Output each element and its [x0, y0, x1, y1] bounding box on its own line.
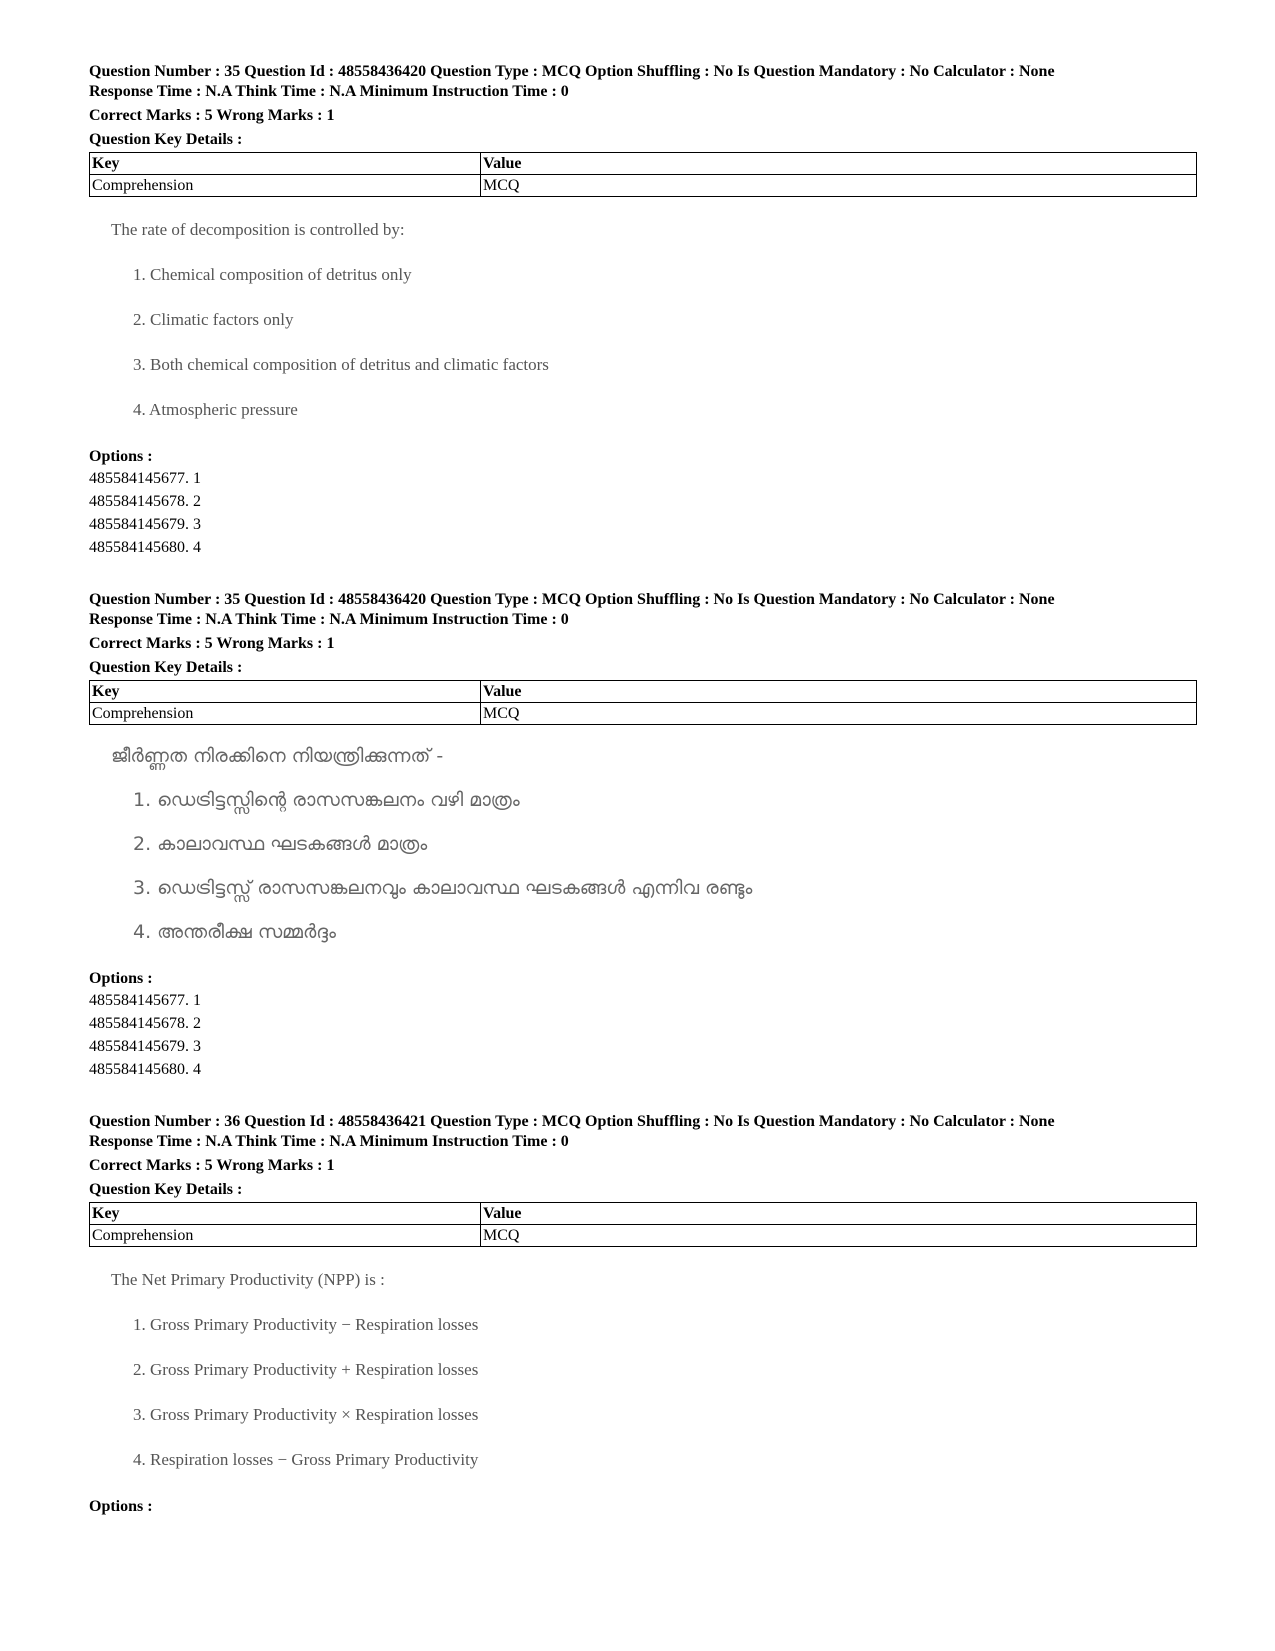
table-header-key: Key: [90, 681, 481, 703]
option-id-line: 485584145678. 2: [89, 1015, 201, 1032]
table-header-value: Value: [481, 681, 1197, 703]
question-block-35-malayalam: [89, 590, 1275, 1081]
table-row: [90, 1225, 1197, 1247]
choice-item: 2. കാലാവസ്ഥ ഘടകങ്ങൾ മാത്രം: [133, 833, 428, 855]
table-row: [90, 175, 1197, 197]
option-id-line: 485584145680. 4: [89, 539, 201, 556]
choice-item: 2. Gross Primary Productivity + Respiration losses: [133, 1360, 479, 1379]
table-header-row: [90, 153, 1197, 175]
question-stem: ജീർണ്ണത നിരക്കിനെ നിയന്ത്രിക്കുന്നത് -: [111, 745, 444, 767]
key-details-label: Question Key Details :: [89, 659, 243, 676]
question-image: [111, 219, 1275, 421]
table-row: [90, 703, 1197, 725]
table-header-row: [90, 681, 1197, 703]
table-header-key: Key: [90, 1203, 481, 1225]
table-cell-value: MCQ: [481, 703, 1197, 725]
choice-item: 1. ഡെട്രിട്ടസ്സിന്റെ രാസസങ്കലനം വഴി മാത്രം: [133, 789, 520, 811]
question-block-35-english: [89, 62, 1275, 559]
question-stem: The Net Primary Productivity (NPP) is :: [111, 1270, 385, 1289]
key-details-table: [89, 152, 1197, 197]
choice-item: 4. അന്തരീക്ഷ സമ്മർദ്ദം: [133, 921, 336, 943]
key-details-table: [89, 1202, 1197, 1247]
choice-item: 4. Respiration losses − Gross Primary Productivity: [133, 1450, 479, 1469]
option-id-line: 485584145678. 2: [89, 493, 201, 510]
choice-item: 3. Gross Primary Productivity × Respiration losses: [133, 1405, 479, 1424]
table-header-value: Value: [481, 1203, 1197, 1225]
option-id-line: 485584145680. 4: [89, 1061, 201, 1078]
table-cell-key: Comprehension: [90, 1225, 481, 1247]
table-cell-key: Comprehension: [90, 703, 481, 725]
key-details-label: Question Key Details :: [89, 131, 243, 148]
choice-item: 3. Both chemical composition of detritus and climatic factors: [133, 355, 549, 374]
table-header-value: Value: [481, 153, 1197, 175]
question-stem: The rate of decomposition is controlled by:: [111, 220, 405, 239]
table-cell-value: MCQ: [481, 1225, 1197, 1247]
question-marks: Correct Marks : 5 Wrong Marks : 1: [89, 635, 335, 652]
spacer: [89, 1081, 1275, 1112]
options-label: Options :: [89, 448, 153, 465]
spacer: [89, 559, 1275, 590]
question-image: [111, 1269, 1275, 1471]
option-id-line: 485584145677. 1: [89, 470, 201, 487]
option-id-line: 485584145679. 3: [89, 1038, 201, 1055]
question-header: Question Number : 36 Question Id : 48558436421 Question Type : MCQ Option Shuffling : No Is Question Mandatory : No Calculator : None: [89, 1113, 1055, 1130]
option-id-line: 485584145679. 3: [89, 516, 201, 533]
question-marks: Correct Marks : 5 Wrong Marks : 1: [89, 107, 335, 124]
key-details-label: Question Key Details :: [89, 1181, 243, 1198]
table-cell-key: Comprehension: [90, 175, 481, 197]
question-header: Question Number : 35 Question Id : 48558436420 Question Type : MCQ Option Shuffling : No Is Question Mandatory : No Calculator : None: [89, 63, 1055, 80]
table-header-row: [90, 1203, 1197, 1225]
choice-item: 2. Climatic factors only: [133, 310, 294, 329]
question-timing: Response Time : N.A Think Time : N.A Minimum Instruction Time : 0: [89, 83, 569, 100]
question-marks: Correct Marks : 5 Wrong Marks : 1: [89, 1157, 335, 1174]
question-header: Question Number : 35 Question Id : 48558436420 Question Type : MCQ Option Shuffling : No Is Question Mandatory : No Calculator : None: [89, 591, 1055, 608]
key-details-table: [89, 680, 1197, 725]
choice-item: 1. Gross Primary Productivity − Respiration losses: [133, 1315, 479, 1334]
options-label: Options :: [89, 970, 153, 987]
options-label: Options :: [89, 1498, 153, 1515]
question-timing: Response Time : N.A Think Time : N.A Minimum Instruction Time : 0: [89, 1133, 569, 1150]
table-header-key: Key: [90, 153, 481, 175]
table-cell-value: MCQ: [481, 175, 1197, 197]
choice-item: 4. Atmospheric pressure: [133, 400, 298, 419]
question-timing: Response Time : N.A Think Time : N.A Minimum Instruction Time : 0: [89, 611, 569, 628]
choice-item: 1. Chemical composition of detritus only: [133, 265, 412, 284]
option-id-line: 485584145677. 1: [89, 992, 201, 1009]
choice-item: 3. ഡെട്രിട്ടസ്സ് രാസസങ്കലനവും കാലാവസ്ഥ ഘടകങ്ങൾ എന്നിവ രണ്ടും: [133, 877, 753, 899]
question-block-36-english: [89, 1112, 1275, 1517]
question-image: [111, 745, 1275, 943]
